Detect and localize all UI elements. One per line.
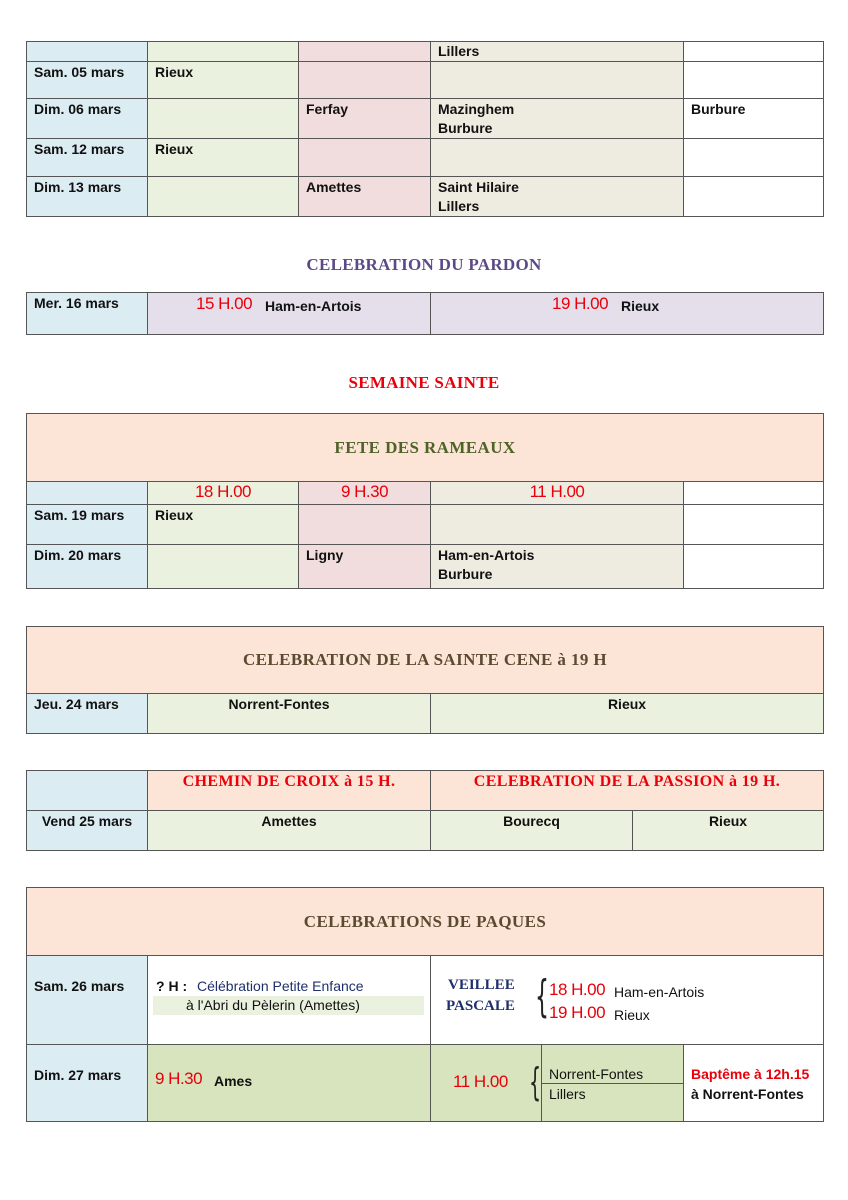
place-label: Amettes bbox=[261, 813, 317, 829]
place-label: Ham-en-Artois bbox=[614, 984, 705, 1000]
time-label: 9 H.30 bbox=[340, 482, 389, 501]
semaine-title: SEMAINE SAINTE bbox=[348, 373, 500, 392]
date-label: Mer. 16 mars bbox=[34, 295, 119, 311]
place-label: Rieux bbox=[614, 1007, 650, 1023]
place-label: Rieux bbox=[607, 696, 647, 712]
table-cell bbox=[430, 138, 684, 177]
table-cell bbox=[298, 138, 431, 177]
cell-text: Burbure bbox=[438, 566, 493, 582]
time-label: 11 H.00 bbox=[529, 482, 585, 501]
date-label: Dim. 20 mars bbox=[34, 547, 122, 563]
time-label: 9 H.30 bbox=[155, 1069, 203, 1088]
cell-text: Rieux bbox=[155, 507, 194, 523]
date-label: Sam. 05 mars bbox=[34, 64, 125, 80]
table-cell bbox=[147, 41, 299, 62]
table-cell bbox=[26, 41, 148, 62]
passion-header: CELEBRATION DE LA PASSION à 19 H. bbox=[430, 770, 824, 811]
time-label: 11 H.00 bbox=[453, 1072, 508, 1091]
rameaux-title: FETE DES RAMEAUX bbox=[26, 413, 824, 482]
place-label: Rieux bbox=[621, 298, 660, 314]
table-cell bbox=[147, 98, 299, 139]
date-label: Jeu. 24 mars bbox=[34, 696, 119, 712]
table-cell bbox=[26, 955, 148, 1045]
table-cell bbox=[683, 41, 824, 62]
time-label: 15 H.00 bbox=[196, 294, 253, 313]
cell-text: Rieux bbox=[155, 64, 194, 80]
time-label: 18 H.00 bbox=[194, 482, 252, 501]
place-label: Ham-en-Artois bbox=[265, 298, 362, 314]
table-cell bbox=[683, 138, 824, 177]
place-label: à l'Abri du Pèlerin (Amettes) bbox=[186, 997, 360, 1013]
cell-text: Mazinghem bbox=[438, 101, 515, 117]
date-label: Dim. 13 mars bbox=[34, 179, 122, 195]
place-label: Ames bbox=[214, 1073, 253, 1089]
date-label: Vend 25 mars bbox=[41, 813, 133, 829]
chemin-croix-header: CHEMIN DE CROIX à 15 H. bbox=[147, 770, 431, 811]
table-cell bbox=[683, 61, 824, 99]
date-label: Sam. 19 mars bbox=[34, 507, 125, 523]
time-unknown-label: ? H : bbox=[156, 978, 188, 994]
table-cell bbox=[683, 176, 824, 217]
cell-text: Burbure bbox=[438, 120, 493, 136]
cell-text: Ferfay bbox=[306, 101, 349, 117]
cell-text: Burbure bbox=[691, 101, 746, 117]
bapteme-label: Baptême à 12h.15 bbox=[691, 1066, 810, 1082]
cell-text: Lillers bbox=[438, 198, 480, 214]
brace-icon: { bbox=[535, 971, 549, 1022]
table-cell bbox=[683, 504, 824, 545]
table-cell bbox=[298, 41, 431, 62]
place-label: Bourecq bbox=[503, 813, 560, 829]
table-cell bbox=[147, 176, 299, 217]
table-cell bbox=[298, 504, 431, 545]
cene-title: CELEBRATION DE LA SAINTE CENE à 19 H bbox=[26, 626, 824, 694]
table-cell bbox=[298, 61, 431, 99]
paques-title: CELEBRATIONS DE PAQUES bbox=[26, 887, 824, 956]
place-label: Norrent-Fontes bbox=[228, 696, 330, 712]
date-label: Dim. 06 mars bbox=[34, 101, 122, 117]
cell-text: Ligny bbox=[306, 547, 344, 563]
time-label: 19 H.00 bbox=[549, 1003, 606, 1022]
event-label: Célébration Petite Enfance bbox=[197, 978, 364, 994]
table-cell bbox=[430, 61, 684, 99]
table-cell bbox=[430, 504, 684, 545]
cell-text: Amettes bbox=[306, 179, 362, 195]
cell-text: Lillers bbox=[438, 43, 480, 59]
place-label: Norrent-Fontes bbox=[549, 1066, 644, 1082]
table-cell bbox=[147, 544, 299, 589]
veillee-label: VEILLEE bbox=[448, 977, 515, 993]
date-label: Sam. 26 mars bbox=[34, 978, 125, 994]
table-cell bbox=[683, 544, 824, 589]
pardon-title: CELEBRATION DU PARDON bbox=[306, 255, 542, 274]
table-cell bbox=[26, 770, 148, 811]
place-label: Lillers bbox=[549, 1086, 586, 1102]
date-label: Sam. 12 mars bbox=[34, 141, 125, 157]
cell-text: Ham-en-Artois bbox=[438, 547, 535, 563]
time-label: 18 H.00 bbox=[549, 980, 606, 999]
veillee-label: PASCALE bbox=[446, 998, 515, 1014]
table-cell bbox=[683, 481, 824, 505]
brace-icon: { bbox=[529, 1060, 542, 1104]
time-label: 19 H.00 bbox=[552, 294, 609, 313]
table-cell bbox=[26, 481, 148, 505]
place-label: Rieux bbox=[708, 813, 748, 829]
place-label: à Norrent-Fontes bbox=[691, 1086, 804, 1102]
cell-text: Rieux bbox=[155, 141, 194, 157]
date-label: Dim. 27 mars bbox=[34, 1067, 122, 1083]
cell-text: Saint Hilaire bbox=[438, 179, 519, 195]
